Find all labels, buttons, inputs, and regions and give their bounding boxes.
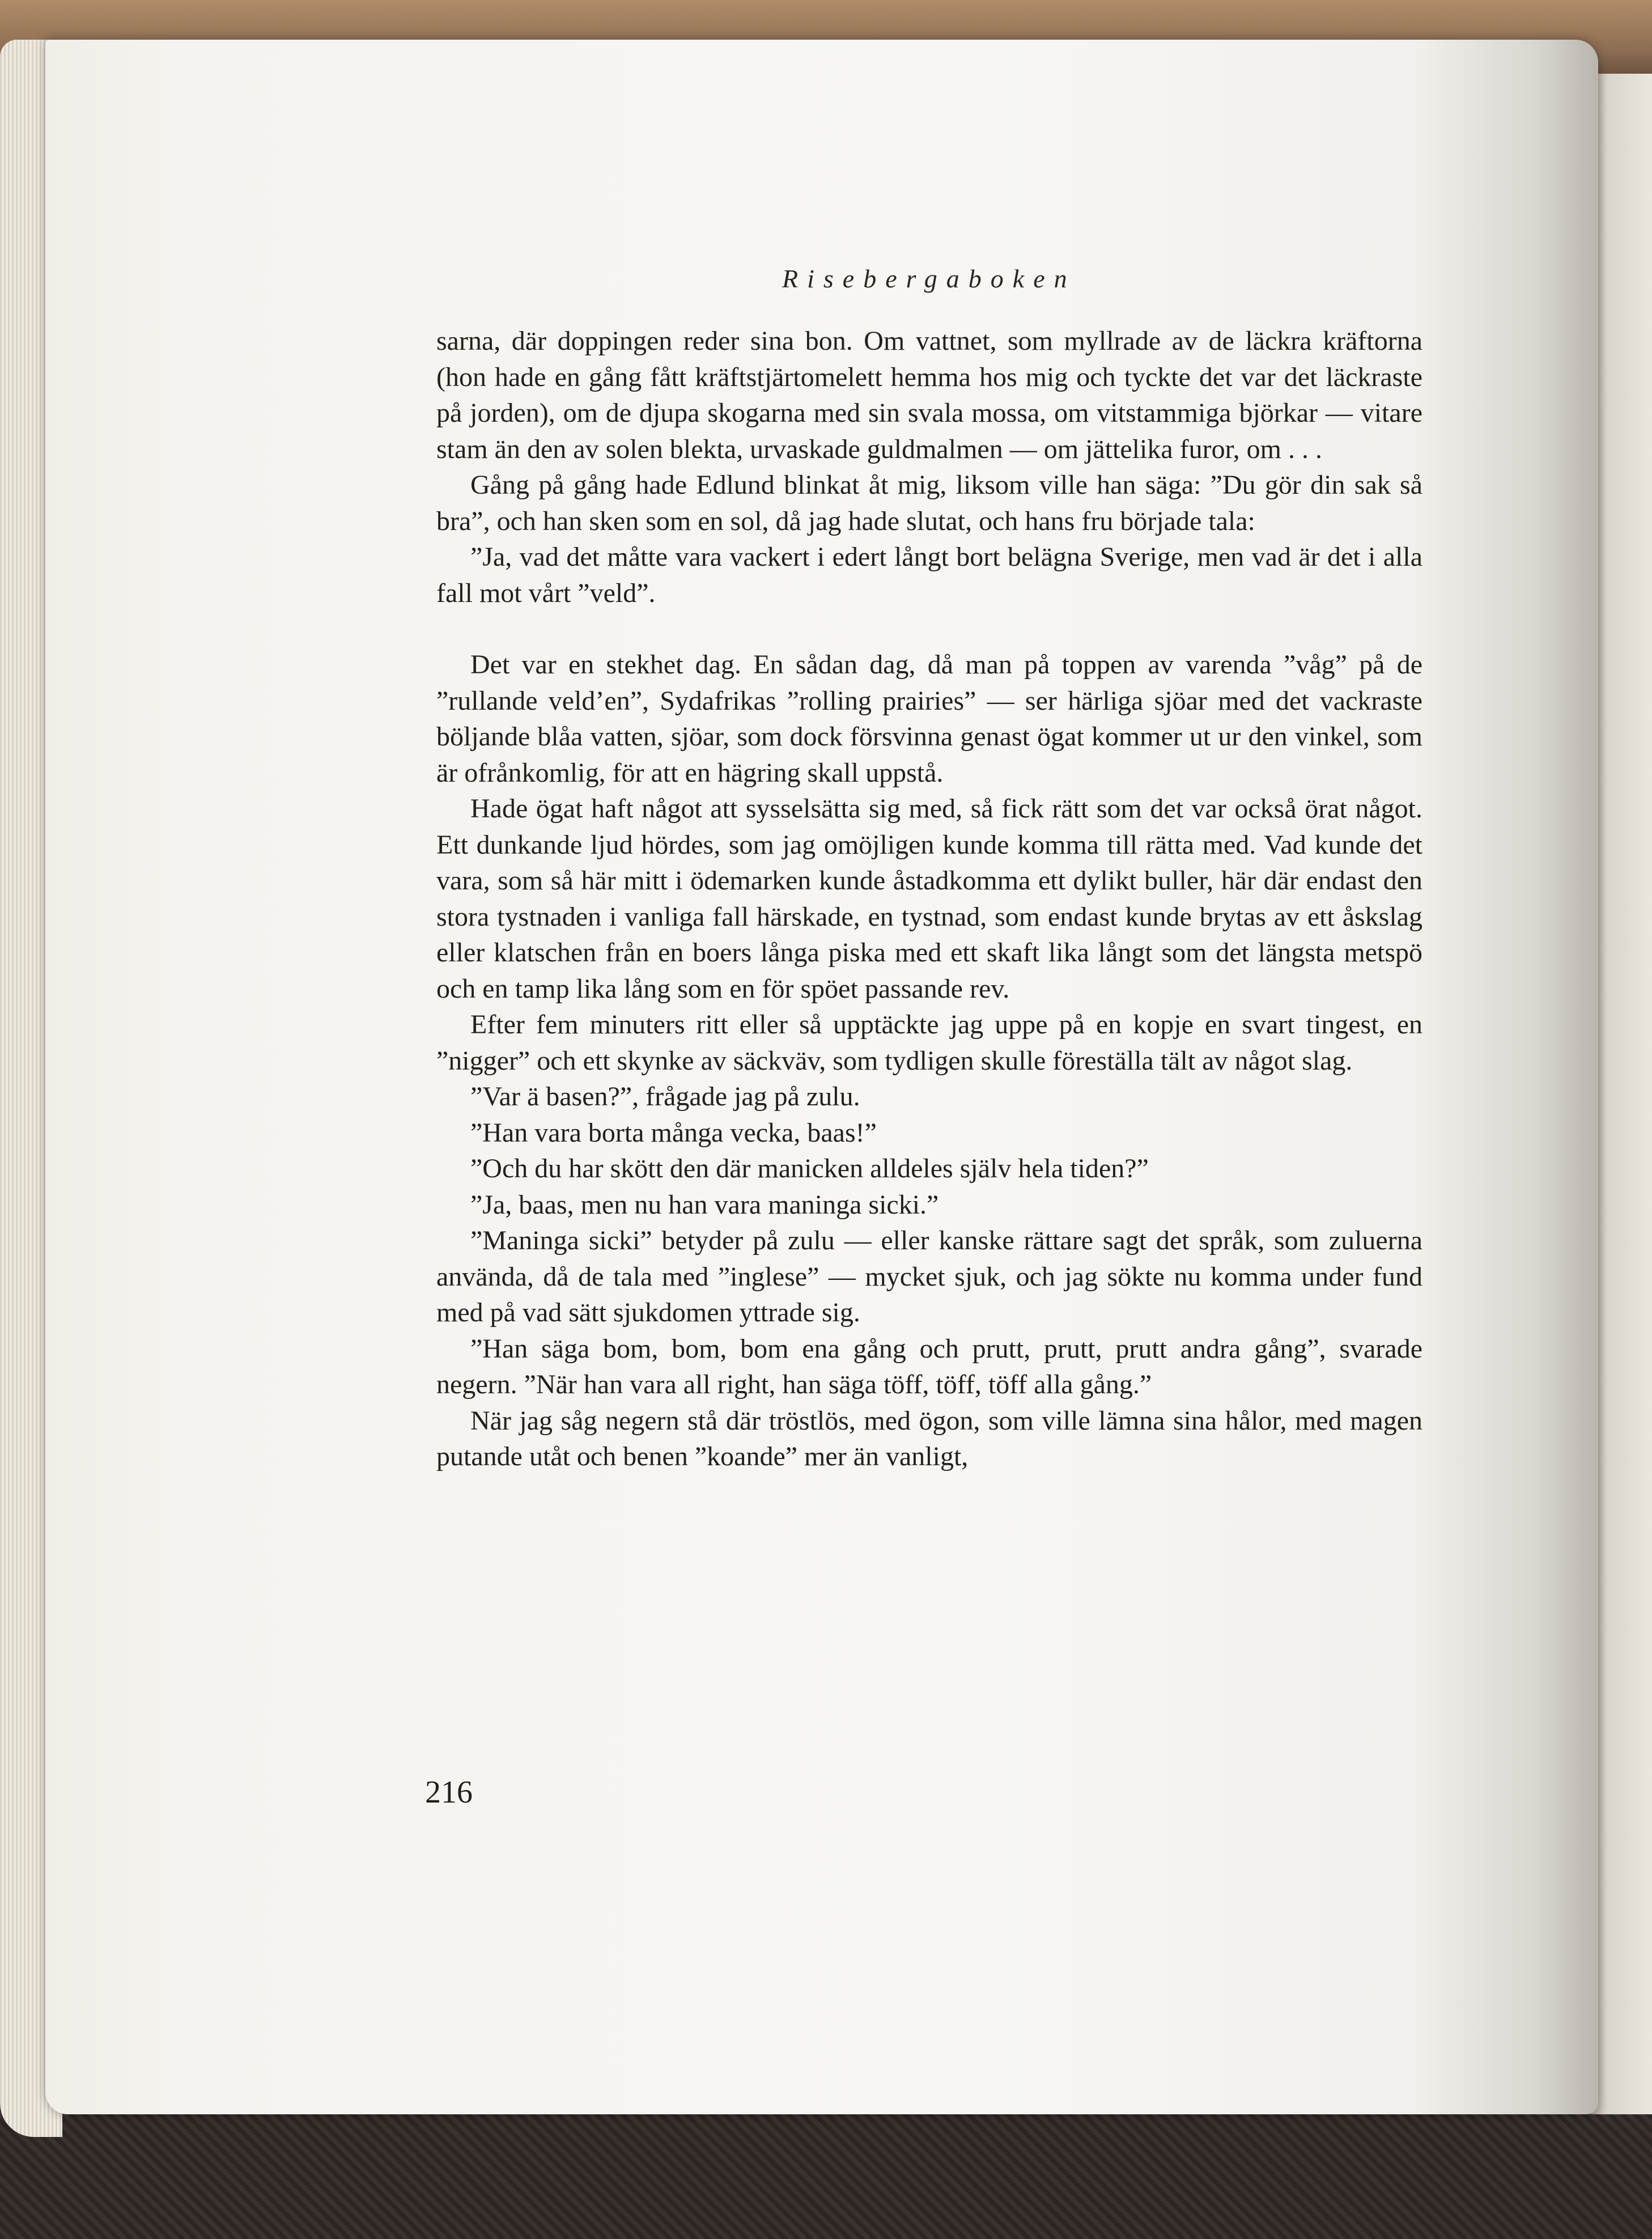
paragraph: ”Ja, vad det måtte vara vackert i edert långt bort belägna Sverige, men vad är det i alla fall mot vårt ”veld”. <box>436 542 1422 608</box>
running-head: Risebergaboken <box>782 264 1076 293</box>
paragraph: ”Han säga bom, bom, bom ena gång och prutt, prutt, prutt andra gång”, svarade negern. ”När han vara all right, han säga töff, töff, töff alla gång.” <box>436 1333 1422 1400</box>
paragraph: ”Ja, baas, men nu han vara maninga sicki.” <box>470 1189 939 1220</box>
paragraph: När jag såg negern stå där tröstlös, med ögon, som ville lämna sina hålor, med magen putande utåt och benen ”koande” mer än vanligt, <box>436 1405 1422 1472</box>
paragraph: ”Maninga sicki” betyder på zulu — eller kanske rättare sagt det språk, som zuluerna använda, då de tala med ”inglese” — mycket sjuk, och jag sökte nu komma under fund med på vad sätt sjukdomen yttrade sig. <box>436 1225 1422 1328</box>
paragraph: Efter fem minuters ritt eller så upptäckte jag uppe på en kopje en svart tingest, en ”nigger” och ett skynke av säckväv, som tydligen skulle föreställa tält av något slag. <box>436 1010 1422 1076</box>
paragraph: Hade ögat haft något att sysselsätta sig med, så fick rätt som det var också örat något. Ett dunkande ljud hördes, som jag omöjligen kunde komma till rätta med. Vad kunde det vara, som så här mitt i ödemarken kunde åstadkomma ett dylikt buller, här där endast den stora tystnaden i vanliga fall härskade, en tystnad, som endast kunde brytas av ett åskslag eller klatschen från en boers långa piska med ett skaft lika långt som det längsta metspö och en tamp lika lång som en för spöet passande rev. <box>436 794 1422 1004</box>
paragraph: ”Var ä basen?”, frågade jag på zulu. <box>470 1082 860 1112</box>
paragraph: Det var en stekhet dag. En sådan dag, då man på toppen av varenda ”våg” på de ”rullande veld’en”, Sydafrikas ”rolling prairies” — ser härliga sjöar med det vackraste böljande blåa vatten, sjöar, som dock försvinna genast ögat kommer ut ur den vinkel, som är ofrånkomlig, för att en hägring skall uppstå. <box>436 650 1422 788</box>
background-bottom <box>0 2109 1652 2239</box>
paragraph: sarna, där doppingen reder sina bon. Om vattnet, som myllrade av de läckra kräftorna (hon hade en gång fått kräftstjärtomelett hemma hos mig och tyckte det var det läckraste på jorden), om de djupa skogarna med sin svala mossa, om vitstammiga björkar — vitare stam än den av solen blekta, urvaskade guldmalmen — om jättelika furor, om . . . <box>436 326 1422 464</box>
page-number: 216 <box>425 1775 473 1810</box>
body-text <box>436 323 1422 1475</box>
paragraph: Gång på gång hade Edlund blinkat åt mig, liksom ville han säga: ”Du gör din sak så bra”, och han sken som en sol, då jag hade slutat, och hans fru började tala: <box>436 470 1422 536</box>
paragraph: ”Och du har skött den där manicken alldeles själv hela tiden?” <box>470 1154 1149 1184</box>
paragraph: ”Han vara borta många vecka, baas!” <box>470 1117 877 1148</box>
